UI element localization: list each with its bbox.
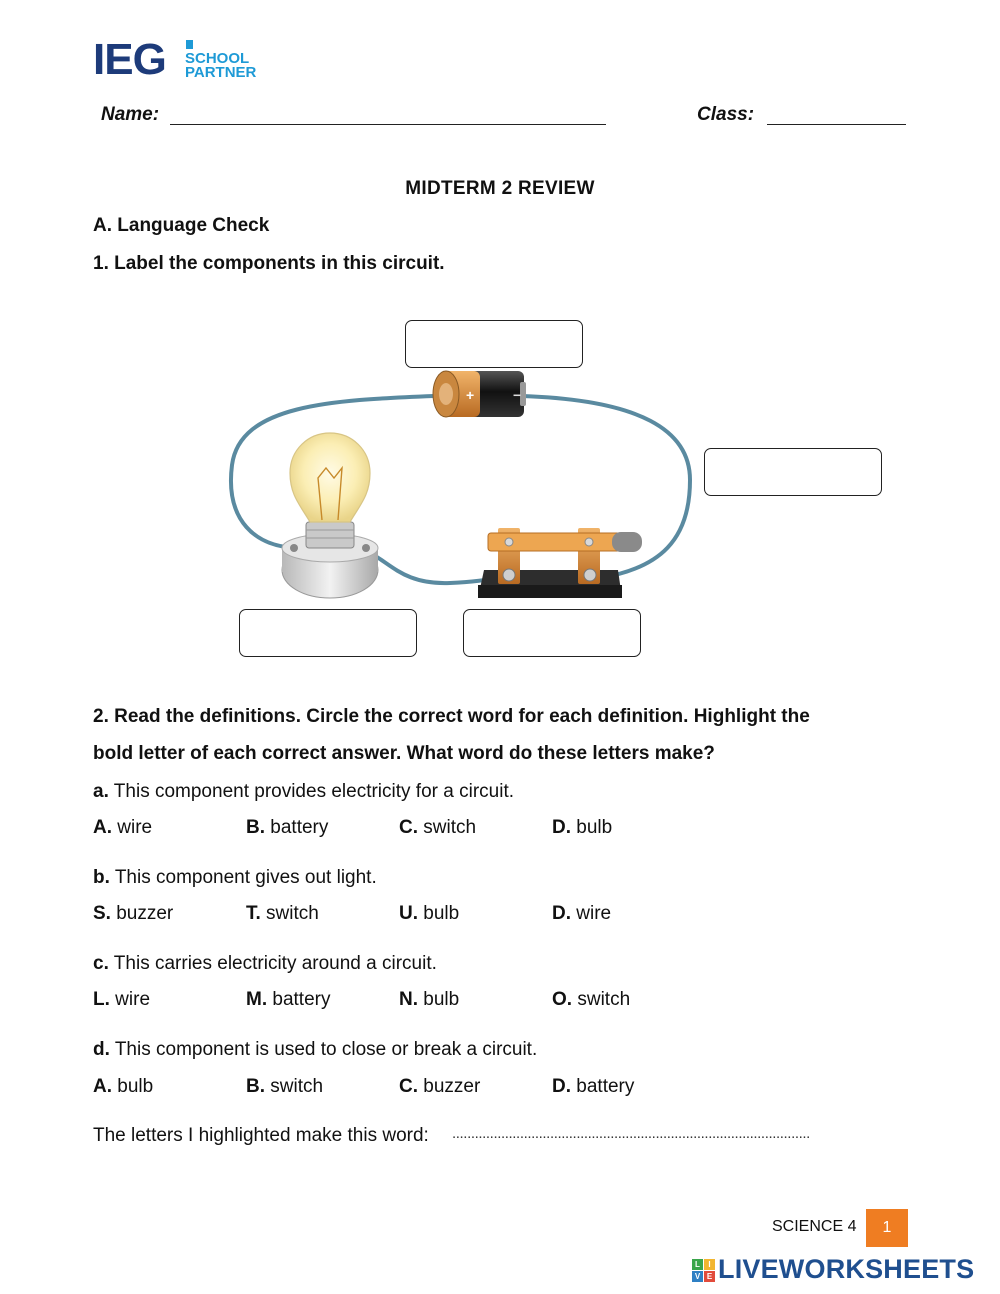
page-number-badge: 1 [866,1209,908,1247]
label-box-switch[interactable] [463,609,641,657]
subject-label: SCIENCE 4 [772,1218,857,1235]
option-c-2[interactable]: M. battery [246,989,331,1010]
option-d-2[interactable]: B. switch [246,1076,324,1097]
option-b-1[interactable]: S. buzzer [93,903,174,924]
option-a-2[interactable]: B. battery [246,817,329,838]
question-2-instruction-line-1: 2. Read the definitions. Circle the correct word for each definition. Highlight the [93,706,810,727]
question-2-instruction-line-2: bold letter of each correct answer. What word do these letters make? [93,743,715,764]
option-b-3[interactable]: U. bulb [399,903,460,924]
light-bulb-icon [282,433,378,598]
page-title: MIDTERM 2 REVIEW [405,178,595,199]
question-a [93,773,514,810]
question-text: This carries electricity around a circuit. [108,953,437,974]
label-box-battery[interactable] [405,320,583,368]
battery-icon [433,371,526,417]
ieg-logo: IEG [93,35,166,84]
question-1-prompt: 1. Label the components in this circuit. [93,253,445,274]
answer-field[interactable]: ............................................................................................... [452,1125,810,1142]
battery-plus-sign: + [466,387,475,403]
logo-line-1: SCHOOL [185,50,250,67]
question-letter: b. [93,867,110,888]
liveworksheets-logo-text: LIVEWORKSHEETS [718,1254,975,1284]
option-a-1[interactable]: A. wire [93,817,153,838]
logo-line-2: PARTNER [185,64,257,81]
option-c-3[interactable]: N. bulb [399,989,460,1010]
option-d-4[interactable]: D. battery [552,1076,635,1097]
question-text: This component provides electricity for a circuit. [108,781,515,802]
battery-minus-sign: − [513,387,522,403]
option-c-1[interactable]: L. wire [93,989,151,1010]
answer-prompt: The letters I highlighted make this word: [93,1125,429,1146]
option-c-4[interactable]: O. switch [552,989,631,1010]
label-box-wire[interactable] [704,448,882,496]
question-text: This component is used to close or break a circuit. [109,1039,538,1060]
question-b [93,859,377,896]
question-letter: a. [93,781,109,802]
liveworksheets-logo-icon: L I V E [692,1259,716,1283]
question-text: This component gives out light. [109,867,377,888]
class-label: Class: [697,104,755,125]
knife-switch-icon [478,528,642,598]
name-label: Name: [101,104,160,125]
question-letter: d. [93,1039,110,1060]
option-b-2[interactable]: T. switch [246,903,319,924]
option-d-1[interactable]: A. bulb [93,1076,154,1097]
option-a-4[interactable]: D. bulb [552,817,613,838]
label-box-bulb[interactable] [239,609,417,657]
option-d-3[interactable]: C. buzzer [399,1076,481,1097]
question-c [93,945,437,982]
question-d [93,1031,537,1068]
section-a-heading: A. Language Check [93,215,270,236]
question-letter: c. [93,953,109,974]
option-a-3[interactable]: C. switch [399,817,477,838]
option-b-4[interactable]: D. wire [552,903,612,924]
